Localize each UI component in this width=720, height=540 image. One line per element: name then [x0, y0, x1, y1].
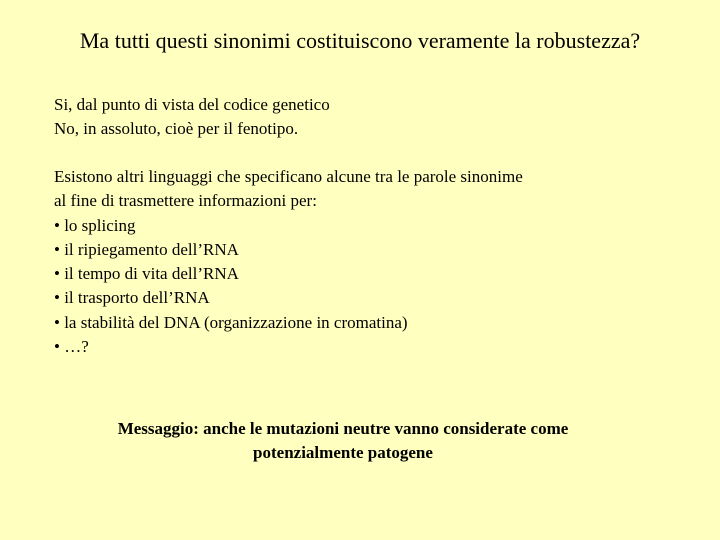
answers-block: [54, 93, 330, 142]
bullet-item: • lo splicing: [54, 215, 136, 235]
bullet-item: • il trasporto dell’RNA: [54, 288, 210, 308]
slide-title: Ma tutti questi sinonimi costituiscono veramente la robustezza?: [79, 28, 641, 53]
key-message: [0, 417, 686, 465]
intro-line: al fine di trasmettere informazioni per:: [54, 191, 317, 211]
bullet-item: • il ripiegamento dell’RNA: [54, 239, 239, 259]
bullet-item: • …?: [54, 337, 89, 357]
message-line: Messaggio: anche le mutazioni neutre vanno considerate come: [117, 419, 569, 438]
answer-yes: Si, dal punto di vista del codice genetico: [54, 95, 330, 114]
bullet-item: • il tempo di vita dell’RNA: [54, 264, 239, 284]
intro-line: Esistono altri linguaggi che specificano alcune tra le parole sinonime: [54, 167, 523, 186]
bullet-item: • la stabilità del DNA (organizzazione in cromatina): [54, 312, 408, 332]
answer-no: No, in assoluto, cioè per il fenotipo.: [54, 119, 299, 139]
message-line: potenzialmente patogene: [253, 443, 433, 462]
languages-block: [54, 165, 523, 359]
